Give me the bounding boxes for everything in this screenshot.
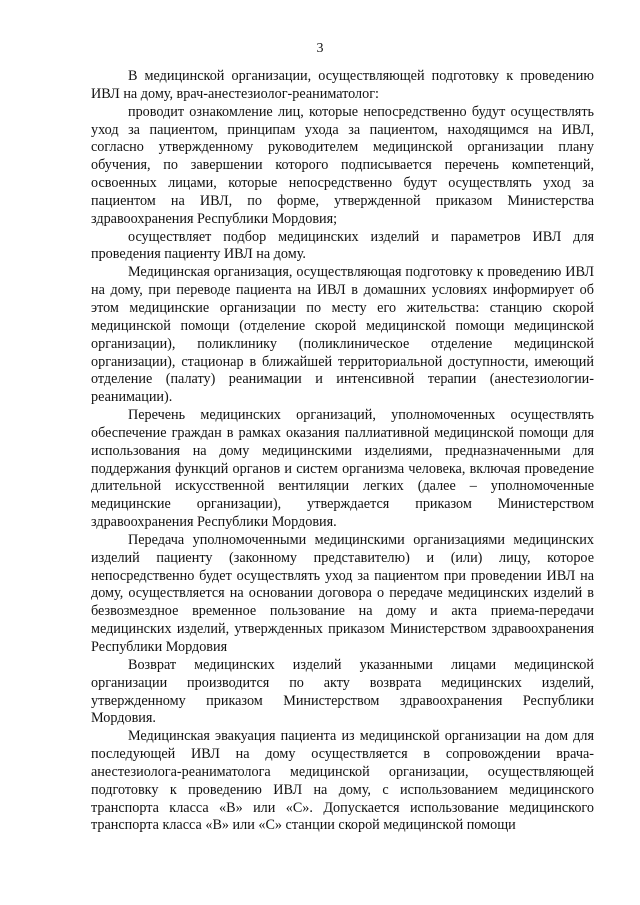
paragraph: Возврат медицинских изделий указанными лицами медицинской организации производится по акту возврата медицинских изделий, утвержденному приказом Министерством здравоохранения Республики Мордовия. — [91, 656, 594, 727]
paragraph: осуществляет подбор медицинских изделий и параметров ИВЛ для проведения пациенту ИВЛ на дому. — [91, 228, 594, 263]
paragraph: Медицинская эвакуация пациента из медицинской организации на дом для последующей ИВЛ на дому осуществляется в сопровождении врача-анестезиолога-реаниматолога медицинской организации, осуществляющей подготовку к проведению ИВЛ на дому, с использованием медицинского транспорта класса «В» или «С». Допускается использование медицинского транспорта класса «В» или «С» станции скорой медицинской помощи — [91, 728, 594, 834]
paragraph: Перечень медицинских организаций, уполномоченных осуществлять обеспечение граждан в рамках оказания паллиативной медицинской помощи для использования на дому медицинскими изделиями, предназначенными для поддержания функций органов и систем организма человека, включая проведение длительной искусственной вентиляции легких (далее – уполномоченные медицинские организации), утверждается приказом Министерством здравоохранения Республики Мордовия. — [91, 407, 594, 531]
paragraph: Медицинская организация, осуществляющая подготовку к проведению ИВЛ на дому, при переводе пациента на ИВЛ в домашних условиях информирует об этом медицинские организации по месту его жительства: станцию скорой медицинской помощи (отделение скорой медицинской помощи медицинской организации), поликлинику (поликлиническое отделение медицинской организации), стационар в ближайшей территориальной доступности, имеющий отделение (палату) реанимации и интенсивной терапии (анестезиологии-реанимации). — [91, 264, 594, 406]
page-number: 3 — [316, 41, 324, 56]
paragraph: проводит ознакомление лиц, которые непосредственно будут осуществлять уход за пациентом, принципам ухода за пациентом, находящимся на ИВЛ, согласно утвержденному руководителем медицинской организации плану обучения, по завершении которого подписывается перечень компетенций, освоенных лицами, которые непосредственно будут осуществлять уход за пациентом на ИВЛ, по форме, утвержденной приказом Министерства здравоохранения Республики Мордовия; — [91, 103, 594, 227]
paragraph: Передача уполномоченными медицинскими организациями медицинских изделий пациенту (законному представителю) и (или) лицу, которое непосредственно будет осуществлять уход за пациентом при проведении ИВЛ на дому, осуществляется на основании договора о передаче медицинских изделий в безвозмездное временное пользование на дому и акта приема-передачи медицинских изделий, утвержденных приказом Министерством здравоохранения Республики Мордовия — [91, 531, 594, 655]
paragraph: В медицинской организации, осуществляющей подготовку к проведению ИВЛ на дому, врач-анестезиолог-реаниматолог: — [91, 68, 594, 102]
document-body — [91, 68, 594, 835]
